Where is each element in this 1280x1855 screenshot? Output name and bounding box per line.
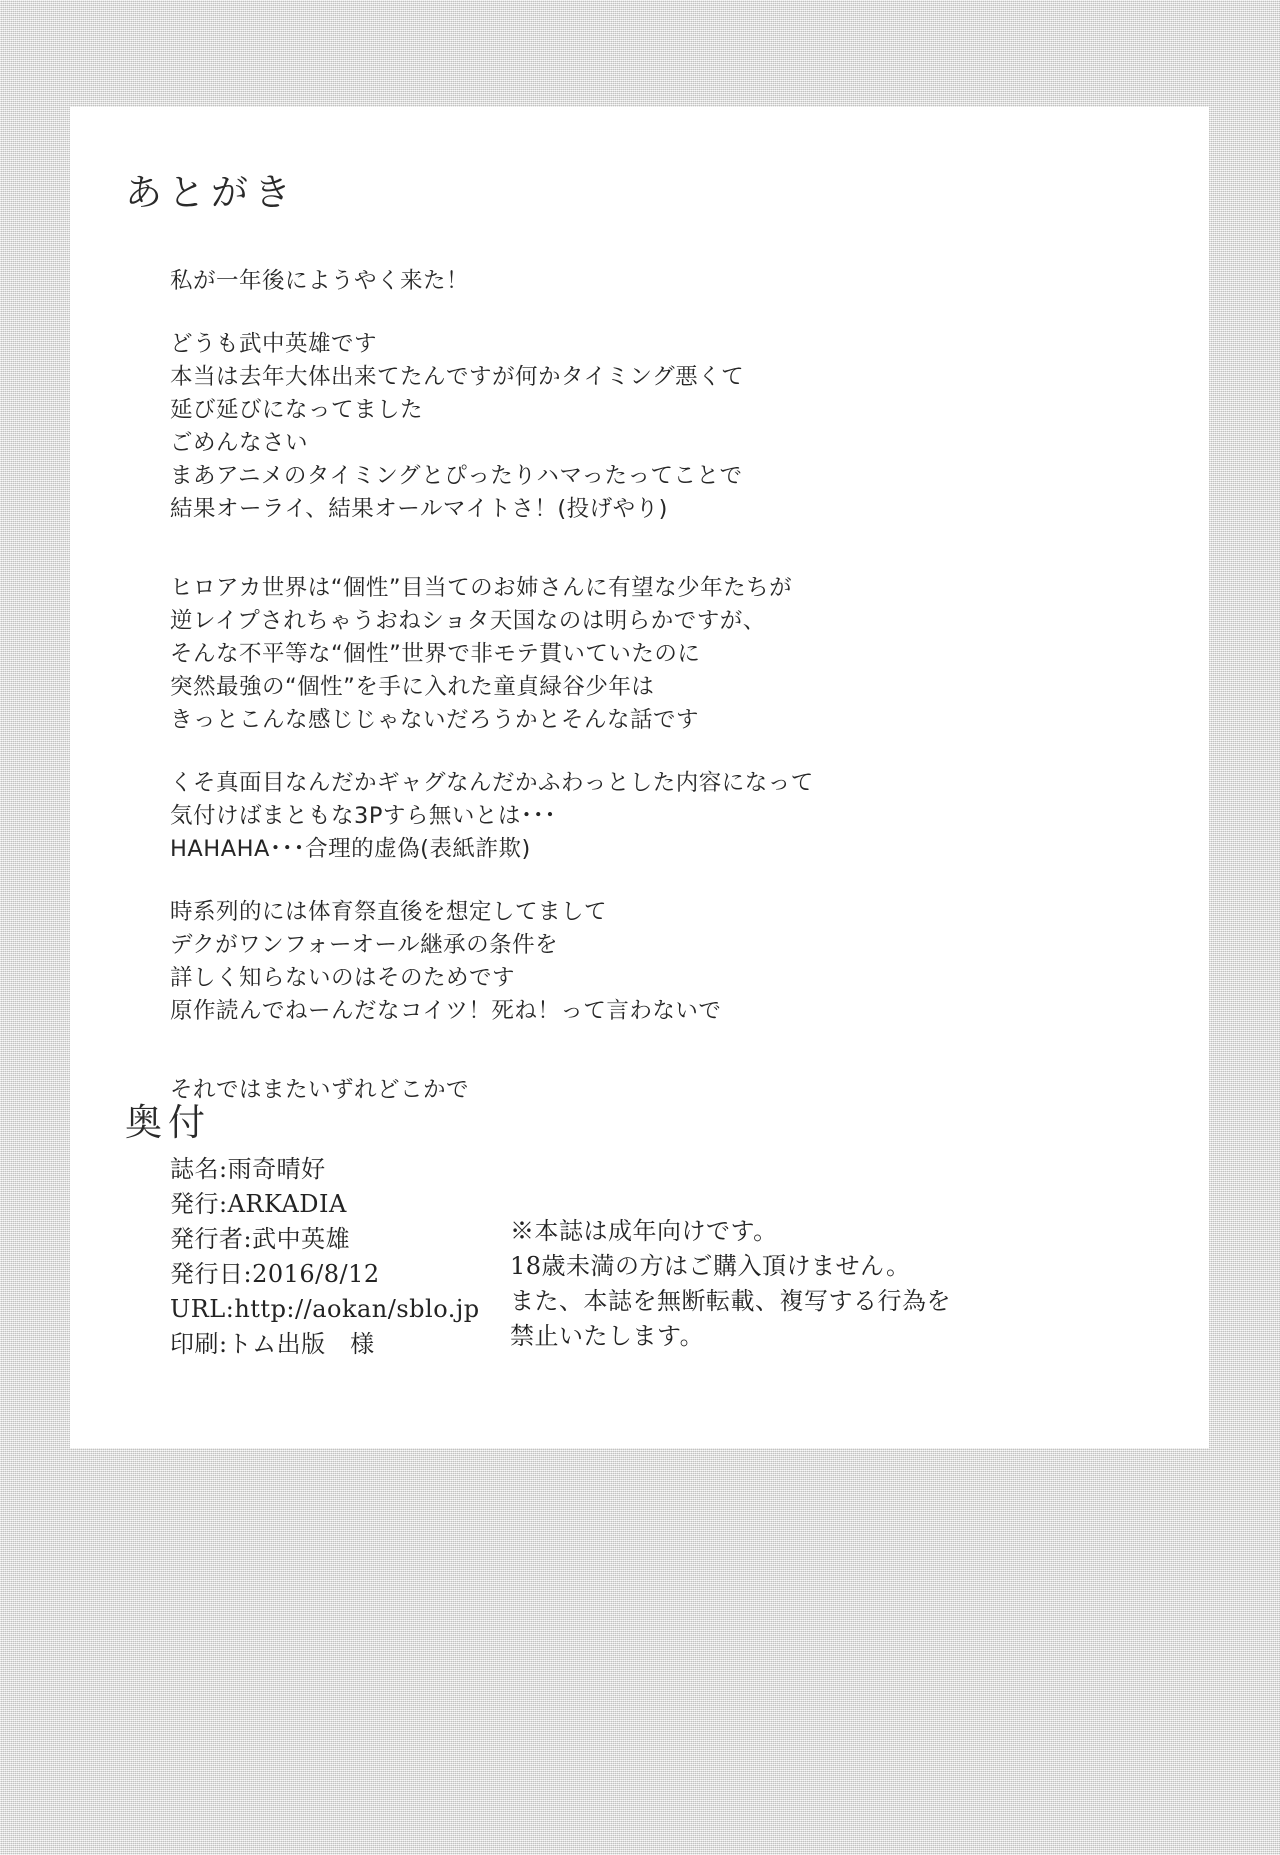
colophon-entry: 印刷:トム出版 様 — [170, 1330, 375, 1358]
notice-line: ※本誌は成年向けです。 — [510, 1217, 778, 1245]
colophon-details — [170, 1152, 480, 1362]
notice-line: 禁止いたします。 — [510, 1322, 705, 1350]
colophon-entry: 発行:ARKADIA — [170, 1190, 347, 1218]
afterword-paragraph — [170, 265, 1070, 298]
text-line: HAHAHA･･･合理的虚偽(表紙詐欺) — [170, 836, 531, 862]
text-line: そんな不平等な“個性”世界で非モテ貫いていたのに — [170, 641, 701, 667]
afterword-paragraph — [170, 1074, 1070, 1107]
page-content — [70, 107, 1209, 1448]
document-page — [70, 107, 1209, 1448]
text-line: 本当は去年大体出来てたんですが何かタイミング悪くて — [170, 364, 745, 390]
colophon-entry: 発行者:武中英雄 — [170, 1225, 351, 1253]
colophon-entry-url: URL:http://aokan/sblo.jp — [170, 1295, 480, 1323]
text-line: きっとこんな感じじゃないだろうかとそんな話です — [170, 707, 700, 733]
notice-line: また、本誌を無断転載、複写する行為を — [510, 1287, 951, 1315]
text-line: 突然最強の“個性”を手に入れた童貞緑谷少年は — [170, 674, 655, 700]
text-line: 詳しく知らないのはそのためです — [170, 965, 516, 991]
text-line: デクがワンフォーオール継承の条件を — [170, 932, 559, 958]
colophon-entry: 誌名:雨奇晴好 — [170, 1155, 326, 1183]
afterword-paragraph — [170, 896, 1070, 1028]
colophon-entry: 発行日:2016/8/12 — [170, 1260, 380, 1288]
afterword-paragraph — [170, 328, 1070, 526]
afterword-heading: あとがき — [125, 171, 297, 214]
afterword-paragraph — [170, 572, 1070, 737]
notice-line: 18歳未満の方はご購入頂けません。 — [510, 1252, 911, 1280]
text-line: どうも武中英雄です — [170, 331, 378, 357]
text-line: 私が一年後にようやく来た！ — [170, 268, 470, 294]
text-line: 原作読んでねーんだなコイツ！死ね！って言わないで — [170, 998, 722, 1024]
text-line: 時系列的には体育祭直後を想定してまして — [170, 899, 608, 925]
text-line: 延び延びになってました — [170, 397, 424, 423]
afterword-paragraph — [170, 767, 1070, 866]
text-line: ごめんなさい — [170, 430, 309, 456]
text-line: くそ真面目なんだかギャグなんだかふわっとした内容になって — [170, 770, 814, 796]
colophon-heading: 奥付 — [125, 1101, 211, 1144]
text-line: 気付けばまともな3Pすら無いとは･･･ — [170, 803, 557, 829]
afterword-body — [170, 265, 1070, 1107]
text-line: それではまたいずれどこかで — [170, 1077, 470, 1103]
text-line: 結果オーライ、結果オールマイトさ！(投げやり) — [170, 496, 668, 522]
text-line: 逆レイプされちゃうおねショタ天国なのは明らかですが、 — [170, 608, 766, 634]
text-line: ヒロアカ世界は“個性”目当てのお姉さんに有望な少年たちが — [170, 575, 793, 601]
text-line: まあアニメのタイミングとぴったりハマったってことで — [170, 463, 743, 489]
age-restriction-notice — [510, 1214, 951, 1354]
